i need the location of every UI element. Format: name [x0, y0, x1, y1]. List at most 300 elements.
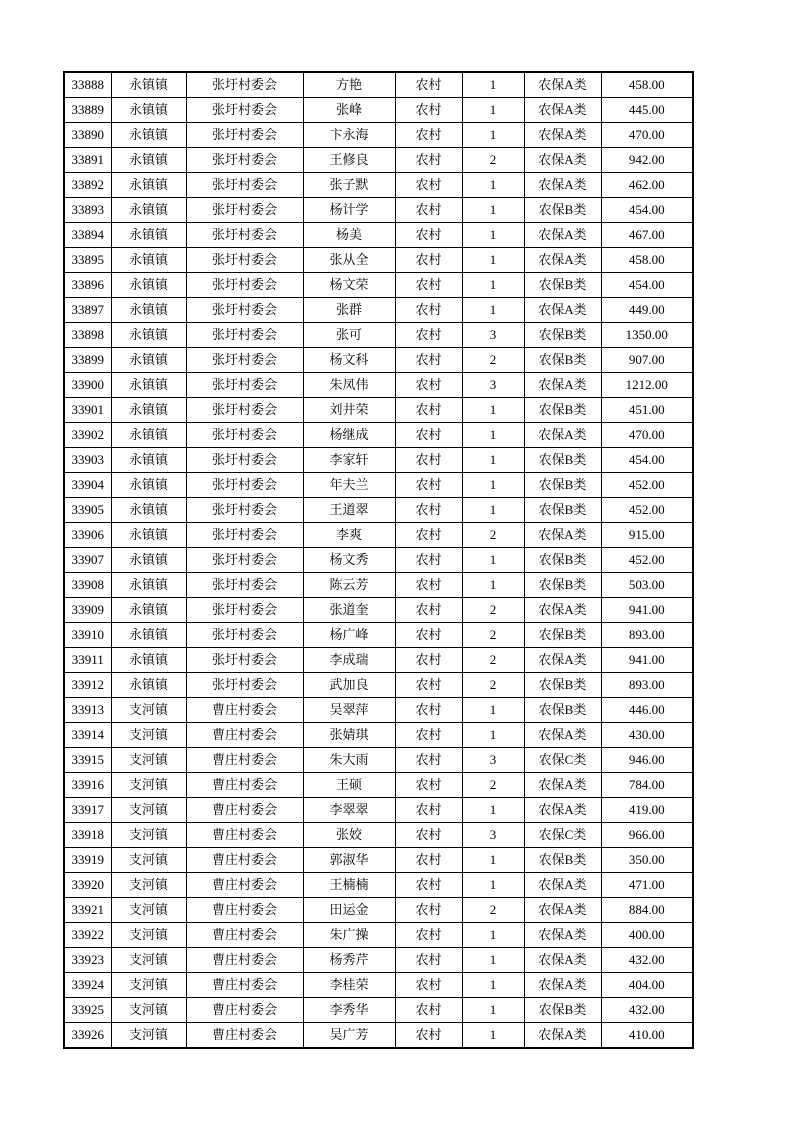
cell-record_no: 33899: [64, 348, 111, 373]
cell-amount: 1350.00: [601, 323, 693, 348]
cell-village_committee: 曹庄村委会: [186, 998, 303, 1023]
cell-person_count: 1: [462, 423, 524, 448]
cell-person_count: 1: [462, 923, 524, 948]
cell-amount: 430.00: [601, 723, 693, 748]
cell-amount: 452.00: [601, 498, 693, 523]
cell-amount: 946.00: [601, 748, 693, 773]
cell-amount: 445.00: [601, 98, 693, 123]
cell-amount: 1212.00: [601, 373, 693, 398]
pension-roster-table: [63, 71, 694, 1049]
cell-category: 农村: [395, 298, 462, 323]
cell-category: 农村: [395, 98, 462, 123]
cell-record_no: 33908: [64, 573, 111, 598]
cell-insurance_type: 农保A类: [524, 723, 601, 748]
cell-village_committee: 曹庄村委会: [186, 823, 303, 848]
cell-town: 支河镇: [111, 948, 186, 973]
table-row: [64, 248, 693, 273]
cell-village_committee: 张圩村委会: [186, 648, 303, 673]
cell-name: 王道翠: [303, 498, 395, 523]
cell-person_count: 1: [462, 473, 524, 498]
cell-name: 张姣: [303, 823, 395, 848]
cell-name: 田运金: [303, 898, 395, 923]
cell-record_no: 33895: [64, 248, 111, 273]
cell-amount: 458.00: [601, 248, 693, 273]
cell-village_committee: 张圩村委会: [186, 348, 303, 373]
cell-amount: 451.00: [601, 398, 693, 423]
table-row: [64, 823, 693, 848]
cell-insurance_type: 农保A类: [524, 173, 601, 198]
cell-village_committee: 曹庄村委会: [186, 948, 303, 973]
cell-record_no: 33913: [64, 698, 111, 723]
cell-insurance_type: 农保A类: [524, 648, 601, 673]
cell-town: 永镇镇: [111, 648, 186, 673]
cell-town: 支河镇: [111, 973, 186, 998]
cell-name: 杨文荣: [303, 273, 395, 298]
cell-category: 农村: [395, 673, 462, 698]
table-row: [64, 798, 693, 823]
cell-insurance_type: 农保A类: [524, 523, 601, 548]
cell-amount: 471.00: [601, 873, 693, 898]
cell-category: 农村: [395, 923, 462, 948]
cell-category: 农村: [395, 873, 462, 898]
cell-amount: 404.00: [601, 973, 693, 998]
cell-amount: 966.00: [601, 823, 693, 848]
cell-amount: 470.00: [601, 123, 693, 148]
cell-person_count: 1: [462, 723, 524, 748]
cell-village_committee: 张圩村委会: [186, 373, 303, 398]
cell-category: 农村: [395, 748, 462, 773]
cell-village_committee: 张圩村委会: [186, 223, 303, 248]
cell-amount: 467.00: [601, 223, 693, 248]
cell-village_committee: 曹庄村委会: [186, 873, 303, 898]
cell-amount: 462.00: [601, 173, 693, 198]
cell-record_no: 33889: [64, 98, 111, 123]
cell-village_committee: 张圩村委会: [186, 398, 303, 423]
cell-name: 张从全: [303, 248, 395, 273]
cell-town: 支河镇: [111, 873, 186, 898]
cell-record_no: 33897: [64, 298, 111, 323]
cell-village_committee: 曹庄村委会: [186, 923, 303, 948]
cell-person_count: 1: [462, 173, 524, 198]
cell-record_no: 33924: [64, 973, 111, 998]
table-row: [64, 948, 693, 973]
cell-category: 农村: [395, 823, 462, 848]
cell-person_count: 1: [462, 248, 524, 273]
cell-town: 支河镇: [111, 823, 186, 848]
cell-amount: 454.00: [601, 198, 693, 223]
cell-category: 农村: [395, 498, 462, 523]
cell-town: 永镇镇: [111, 148, 186, 173]
cell-record_no: 33916: [64, 773, 111, 798]
cell-town: 永镇镇: [111, 473, 186, 498]
cell-category: 农村: [395, 648, 462, 673]
cell-village_committee: 曹庄村委会: [186, 723, 303, 748]
cell-person_count: 1: [462, 548, 524, 573]
cell-town: 永镇镇: [111, 223, 186, 248]
cell-village_committee: 张圩村委会: [186, 673, 303, 698]
cell-amount: 452.00: [601, 548, 693, 573]
cell-insurance_type: 农保B类: [524, 273, 601, 298]
cell-amount: 893.00: [601, 623, 693, 648]
cell-amount: 449.00: [601, 298, 693, 323]
table-row: [64, 898, 693, 923]
cell-person_count: 1: [462, 398, 524, 423]
cell-town: 永镇镇: [111, 523, 186, 548]
cell-name: 李秀华: [303, 998, 395, 1023]
table-row: [64, 473, 693, 498]
cell-insurance_type: 农保A类: [524, 98, 601, 123]
table-row: [64, 448, 693, 473]
cell-person_count: 3: [462, 748, 524, 773]
cell-town: 永镇镇: [111, 398, 186, 423]
cell-insurance_type: 农保A类: [524, 873, 601, 898]
table-row: [64, 773, 693, 798]
cell-category: 农村: [395, 223, 462, 248]
cell-village_committee: 张圩村委会: [186, 323, 303, 348]
table-row: [64, 698, 693, 723]
cell-record_no: 33923: [64, 948, 111, 973]
table-row: [64, 72, 693, 98]
table-row: [64, 123, 693, 148]
cell-category: 农村: [395, 973, 462, 998]
cell-town: 永镇镇: [111, 273, 186, 298]
table-row: [64, 398, 693, 423]
cell-village_committee: 张圩村委会: [186, 573, 303, 598]
cell-insurance_type: 农保B类: [524, 448, 601, 473]
cell-person_count: 2: [462, 648, 524, 673]
cell-village_committee: 曹庄村委会: [186, 848, 303, 873]
cell-village_committee: 张圩村委会: [186, 198, 303, 223]
cell-person_count: 1: [462, 72, 524, 98]
cell-amount: 915.00: [601, 523, 693, 548]
cell-name: 张道奎: [303, 598, 395, 623]
cell-record_no: 33888: [64, 72, 111, 98]
table-row: [64, 723, 693, 748]
cell-record_no: 33912: [64, 673, 111, 698]
cell-insurance_type: 农保B类: [524, 198, 601, 223]
cell-village_committee: 曹庄村委会: [186, 748, 303, 773]
cell-insurance_type: 农保B类: [524, 573, 601, 598]
cell-village_committee: 张圩村委会: [186, 273, 303, 298]
cell-amount: 941.00: [601, 598, 693, 623]
cell-category: 农村: [395, 798, 462, 823]
cell-village_committee: 张圩村委会: [186, 448, 303, 473]
cell-name: 朱大雨: [303, 748, 395, 773]
cell-record_no: 33910: [64, 623, 111, 648]
cell-person_count: 1: [462, 848, 524, 873]
cell-insurance_type: 农保B类: [524, 673, 601, 698]
cell-record_no: 33921: [64, 898, 111, 923]
cell-insurance_type: 农保B类: [524, 398, 601, 423]
cell-person_count: 2: [462, 773, 524, 798]
cell-insurance_type: 农保B类: [524, 548, 601, 573]
cell-record_no: 33904: [64, 473, 111, 498]
cell-category: 农村: [395, 723, 462, 748]
cell-insurance_type: 农保B类: [524, 473, 601, 498]
cell-category: 农村: [395, 523, 462, 548]
cell-name: 李桂荣: [303, 973, 395, 998]
cell-village_committee: 曹庄村委会: [186, 898, 303, 923]
cell-town: 永镇镇: [111, 173, 186, 198]
cell-amount: 458.00: [601, 72, 693, 98]
cell-insurance_type: 农保A类: [524, 373, 601, 398]
cell-insurance_type: 农保A类: [524, 248, 601, 273]
cell-person_count: 1: [462, 973, 524, 998]
cell-person_count: 2: [462, 623, 524, 648]
cell-person_count: 3: [462, 823, 524, 848]
cell-record_no: 33898: [64, 323, 111, 348]
cell-record_no: 33902: [64, 423, 111, 448]
cell-person_count: 1: [462, 798, 524, 823]
cell-category: 农村: [395, 898, 462, 923]
cell-village_committee: 张圩村委会: [186, 123, 303, 148]
table-row: [64, 373, 693, 398]
table-row: [64, 648, 693, 673]
cell-category: 农村: [395, 72, 462, 98]
cell-name: 刘井荣: [303, 398, 395, 423]
cell-town: 永镇镇: [111, 448, 186, 473]
cell-village_committee: 张圩村委会: [186, 623, 303, 648]
cell-amount: 432.00: [601, 998, 693, 1023]
cell-insurance_type: 农保B类: [524, 498, 601, 523]
cell-insurance_type: 农保A类: [524, 923, 601, 948]
cell-village_committee: 曹庄村委会: [186, 1023, 303, 1049]
cell-insurance_type: 农保A类: [524, 72, 601, 98]
cell-amount: 419.00: [601, 798, 693, 823]
cell-record_no: 33900: [64, 373, 111, 398]
cell-insurance_type: 农保C类: [524, 748, 601, 773]
cell-insurance_type: 农保A类: [524, 148, 601, 173]
cell-insurance_type: 农保A类: [524, 298, 601, 323]
cell-category: 农村: [395, 598, 462, 623]
cell-amount: 884.00: [601, 898, 693, 923]
cell-insurance_type: 农保A类: [524, 898, 601, 923]
cell-record_no: 33896: [64, 273, 111, 298]
cell-person_count: 2: [462, 348, 524, 373]
cell-amount: 432.00: [601, 948, 693, 973]
cell-insurance_type: 农保A类: [524, 1023, 601, 1049]
cell-name: 郭淑华: [303, 848, 395, 873]
cell-record_no: 33915: [64, 748, 111, 773]
cell-town: 永镇镇: [111, 373, 186, 398]
cell-person_count: 2: [462, 523, 524, 548]
cell-insurance_type: 农保B类: [524, 623, 601, 648]
cell-name: 杨文科: [303, 348, 395, 373]
cell-village_committee: 张圩村委会: [186, 248, 303, 273]
cell-town: 永镇镇: [111, 98, 186, 123]
cell-category: 农村: [395, 323, 462, 348]
cell-category: 农村: [395, 998, 462, 1023]
cell-category: 农村: [395, 123, 462, 148]
cell-insurance_type: 农保B类: [524, 698, 601, 723]
cell-name: 李成瑞: [303, 648, 395, 673]
cell-record_no: 33925: [64, 998, 111, 1023]
table-row: [64, 98, 693, 123]
cell-name: 杨秀芹: [303, 948, 395, 973]
cell-town: 支河镇: [111, 773, 186, 798]
cell-name: 王硕: [303, 773, 395, 798]
cell-town: 永镇镇: [111, 348, 186, 373]
cell-name: 张可: [303, 323, 395, 348]
cell-person_count: 1: [462, 273, 524, 298]
cell-record_no: 33893: [64, 198, 111, 223]
cell-category: 农村: [395, 773, 462, 798]
table-row: [64, 623, 693, 648]
cell-insurance_type: 农保C类: [524, 823, 601, 848]
cell-name: 年夫兰: [303, 473, 395, 498]
cell-record_no: 33905: [64, 498, 111, 523]
cell-record_no: 33911: [64, 648, 111, 673]
cell-town: 永镇镇: [111, 123, 186, 148]
cell-person_count: 1: [462, 223, 524, 248]
cell-person_count: 1: [462, 948, 524, 973]
cell-name: 张峰: [303, 98, 395, 123]
cell-person_count: 2: [462, 898, 524, 923]
cell-town: 支河镇: [111, 723, 186, 748]
cell-record_no: 33901: [64, 398, 111, 423]
cell-village_committee: 曹庄村委会: [186, 973, 303, 998]
cell-town: 支河镇: [111, 923, 186, 948]
cell-category: 农村: [395, 173, 462, 198]
cell-amount: 893.00: [601, 673, 693, 698]
cell-town: 支河镇: [111, 748, 186, 773]
cell-category: 农村: [395, 398, 462, 423]
cell-category: 农村: [395, 698, 462, 723]
cell-name: 王修良: [303, 148, 395, 173]
cell-insurance_type: 农保A类: [524, 798, 601, 823]
cell-person_count: 1: [462, 298, 524, 323]
cell-record_no: 33917: [64, 798, 111, 823]
table-row: [64, 1023, 693, 1049]
table-row: [64, 923, 693, 948]
cell-category: 农村: [395, 573, 462, 598]
table-row: [64, 848, 693, 873]
cell-name: 杨美: [303, 223, 395, 248]
cell-amount: 454.00: [601, 448, 693, 473]
cell-name: 朱广操: [303, 923, 395, 948]
cell-village_committee: 张圩村委会: [186, 423, 303, 448]
cell-person_count: 1: [462, 573, 524, 598]
cell-category: 农村: [395, 548, 462, 573]
cell-person_count: 1: [462, 998, 524, 1023]
cell-village_committee: 张圩村委会: [186, 548, 303, 573]
cell-person_count: 3: [462, 323, 524, 348]
table-row: [64, 973, 693, 998]
cell-town: 永镇镇: [111, 323, 186, 348]
cell-record_no: 33918: [64, 823, 111, 848]
table-row: [64, 273, 693, 298]
cell-amount: 503.00: [601, 573, 693, 598]
table-row: [64, 148, 693, 173]
cell-insurance_type: 农保A类: [524, 598, 601, 623]
cell-town: 永镇镇: [111, 423, 186, 448]
cell-category: 农村: [395, 198, 462, 223]
cell-name: 武加良: [303, 673, 395, 698]
cell-insurance_type: 农保A类: [524, 223, 601, 248]
cell-category: 农村: [395, 423, 462, 448]
cell-amount: 470.00: [601, 423, 693, 448]
cell-amount: 452.00: [601, 473, 693, 498]
cell-village_committee: 张圩村委会: [186, 523, 303, 548]
cell-insurance_type: 农保A类: [524, 423, 601, 448]
cell-village_committee: 张圩村委会: [186, 98, 303, 123]
cell-category: 农村: [395, 948, 462, 973]
table-row: [64, 173, 693, 198]
cell-town: 支河镇: [111, 1023, 186, 1049]
cell-category: 农村: [395, 848, 462, 873]
cell-village_committee: 张圩村委会: [186, 298, 303, 323]
cell-name: 李爽: [303, 523, 395, 548]
cell-insurance_type: 农保B类: [524, 998, 601, 1023]
cell-amount: 400.00: [601, 923, 693, 948]
cell-village_committee: 张圩村委会: [186, 72, 303, 98]
cell-name: 卞永海: [303, 123, 395, 148]
cell-name: 杨继成: [303, 423, 395, 448]
cell-person_count: 1: [462, 198, 524, 223]
table-row: [64, 523, 693, 548]
cell-amount: 941.00: [601, 648, 693, 673]
table-row: [64, 548, 693, 573]
table-row: [64, 998, 693, 1023]
cell-insurance_type: 农保B类: [524, 848, 601, 873]
cell-name: 杨广峰: [303, 623, 395, 648]
cell-category: 农村: [395, 1023, 462, 1049]
cell-town: 支河镇: [111, 998, 186, 1023]
cell-record_no: 33890: [64, 123, 111, 148]
table-row: [64, 748, 693, 773]
cell-insurance_type: 农保A类: [524, 123, 601, 148]
cell-amount: 454.00: [601, 273, 693, 298]
cell-town: 支河镇: [111, 898, 186, 923]
cell-record_no: 33892: [64, 173, 111, 198]
cell-town: 永镇镇: [111, 623, 186, 648]
table-row: [64, 223, 693, 248]
cell-village_committee: 张圩村委会: [186, 473, 303, 498]
cell-name: 杨计学: [303, 198, 395, 223]
table-row: [64, 598, 693, 623]
cell-name: 张群: [303, 298, 395, 323]
cell-name: 陈云芳: [303, 573, 395, 598]
table-row: [64, 673, 693, 698]
cell-amount: 784.00: [601, 773, 693, 798]
cell-village_committee: 曹庄村委会: [186, 798, 303, 823]
cell-category: 农村: [395, 273, 462, 298]
cell-record_no: 33906: [64, 523, 111, 548]
cell-person_count: 2: [462, 598, 524, 623]
cell-town: 永镇镇: [111, 673, 186, 698]
cell-village_committee: 张圩村委会: [186, 498, 303, 523]
cell-record_no: 33926: [64, 1023, 111, 1049]
cell-record_no: 33920: [64, 873, 111, 898]
cell-name: 杨文秀: [303, 548, 395, 573]
cell-name: 吴广芳: [303, 1023, 395, 1049]
cell-person_count: 1: [462, 123, 524, 148]
cell-category: 农村: [395, 448, 462, 473]
cell-name: 吴翠萍: [303, 698, 395, 723]
cell-name: 方艳: [303, 72, 395, 98]
cell-name: 朱凤伟: [303, 373, 395, 398]
cell-town: 永镇镇: [111, 498, 186, 523]
cell-village_committee: 张圩村委会: [186, 148, 303, 173]
cell-village_committee: 曹庄村委会: [186, 773, 303, 798]
cell-village_committee: 曹庄村委会: [186, 698, 303, 723]
cell-person_count: 2: [462, 148, 524, 173]
cell-insurance_type: 农保B类: [524, 348, 601, 373]
cell-person_count: 1: [462, 873, 524, 898]
cell-town: 支河镇: [111, 798, 186, 823]
cell-person_count: 1: [462, 448, 524, 473]
cell-category: 农村: [395, 623, 462, 648]
